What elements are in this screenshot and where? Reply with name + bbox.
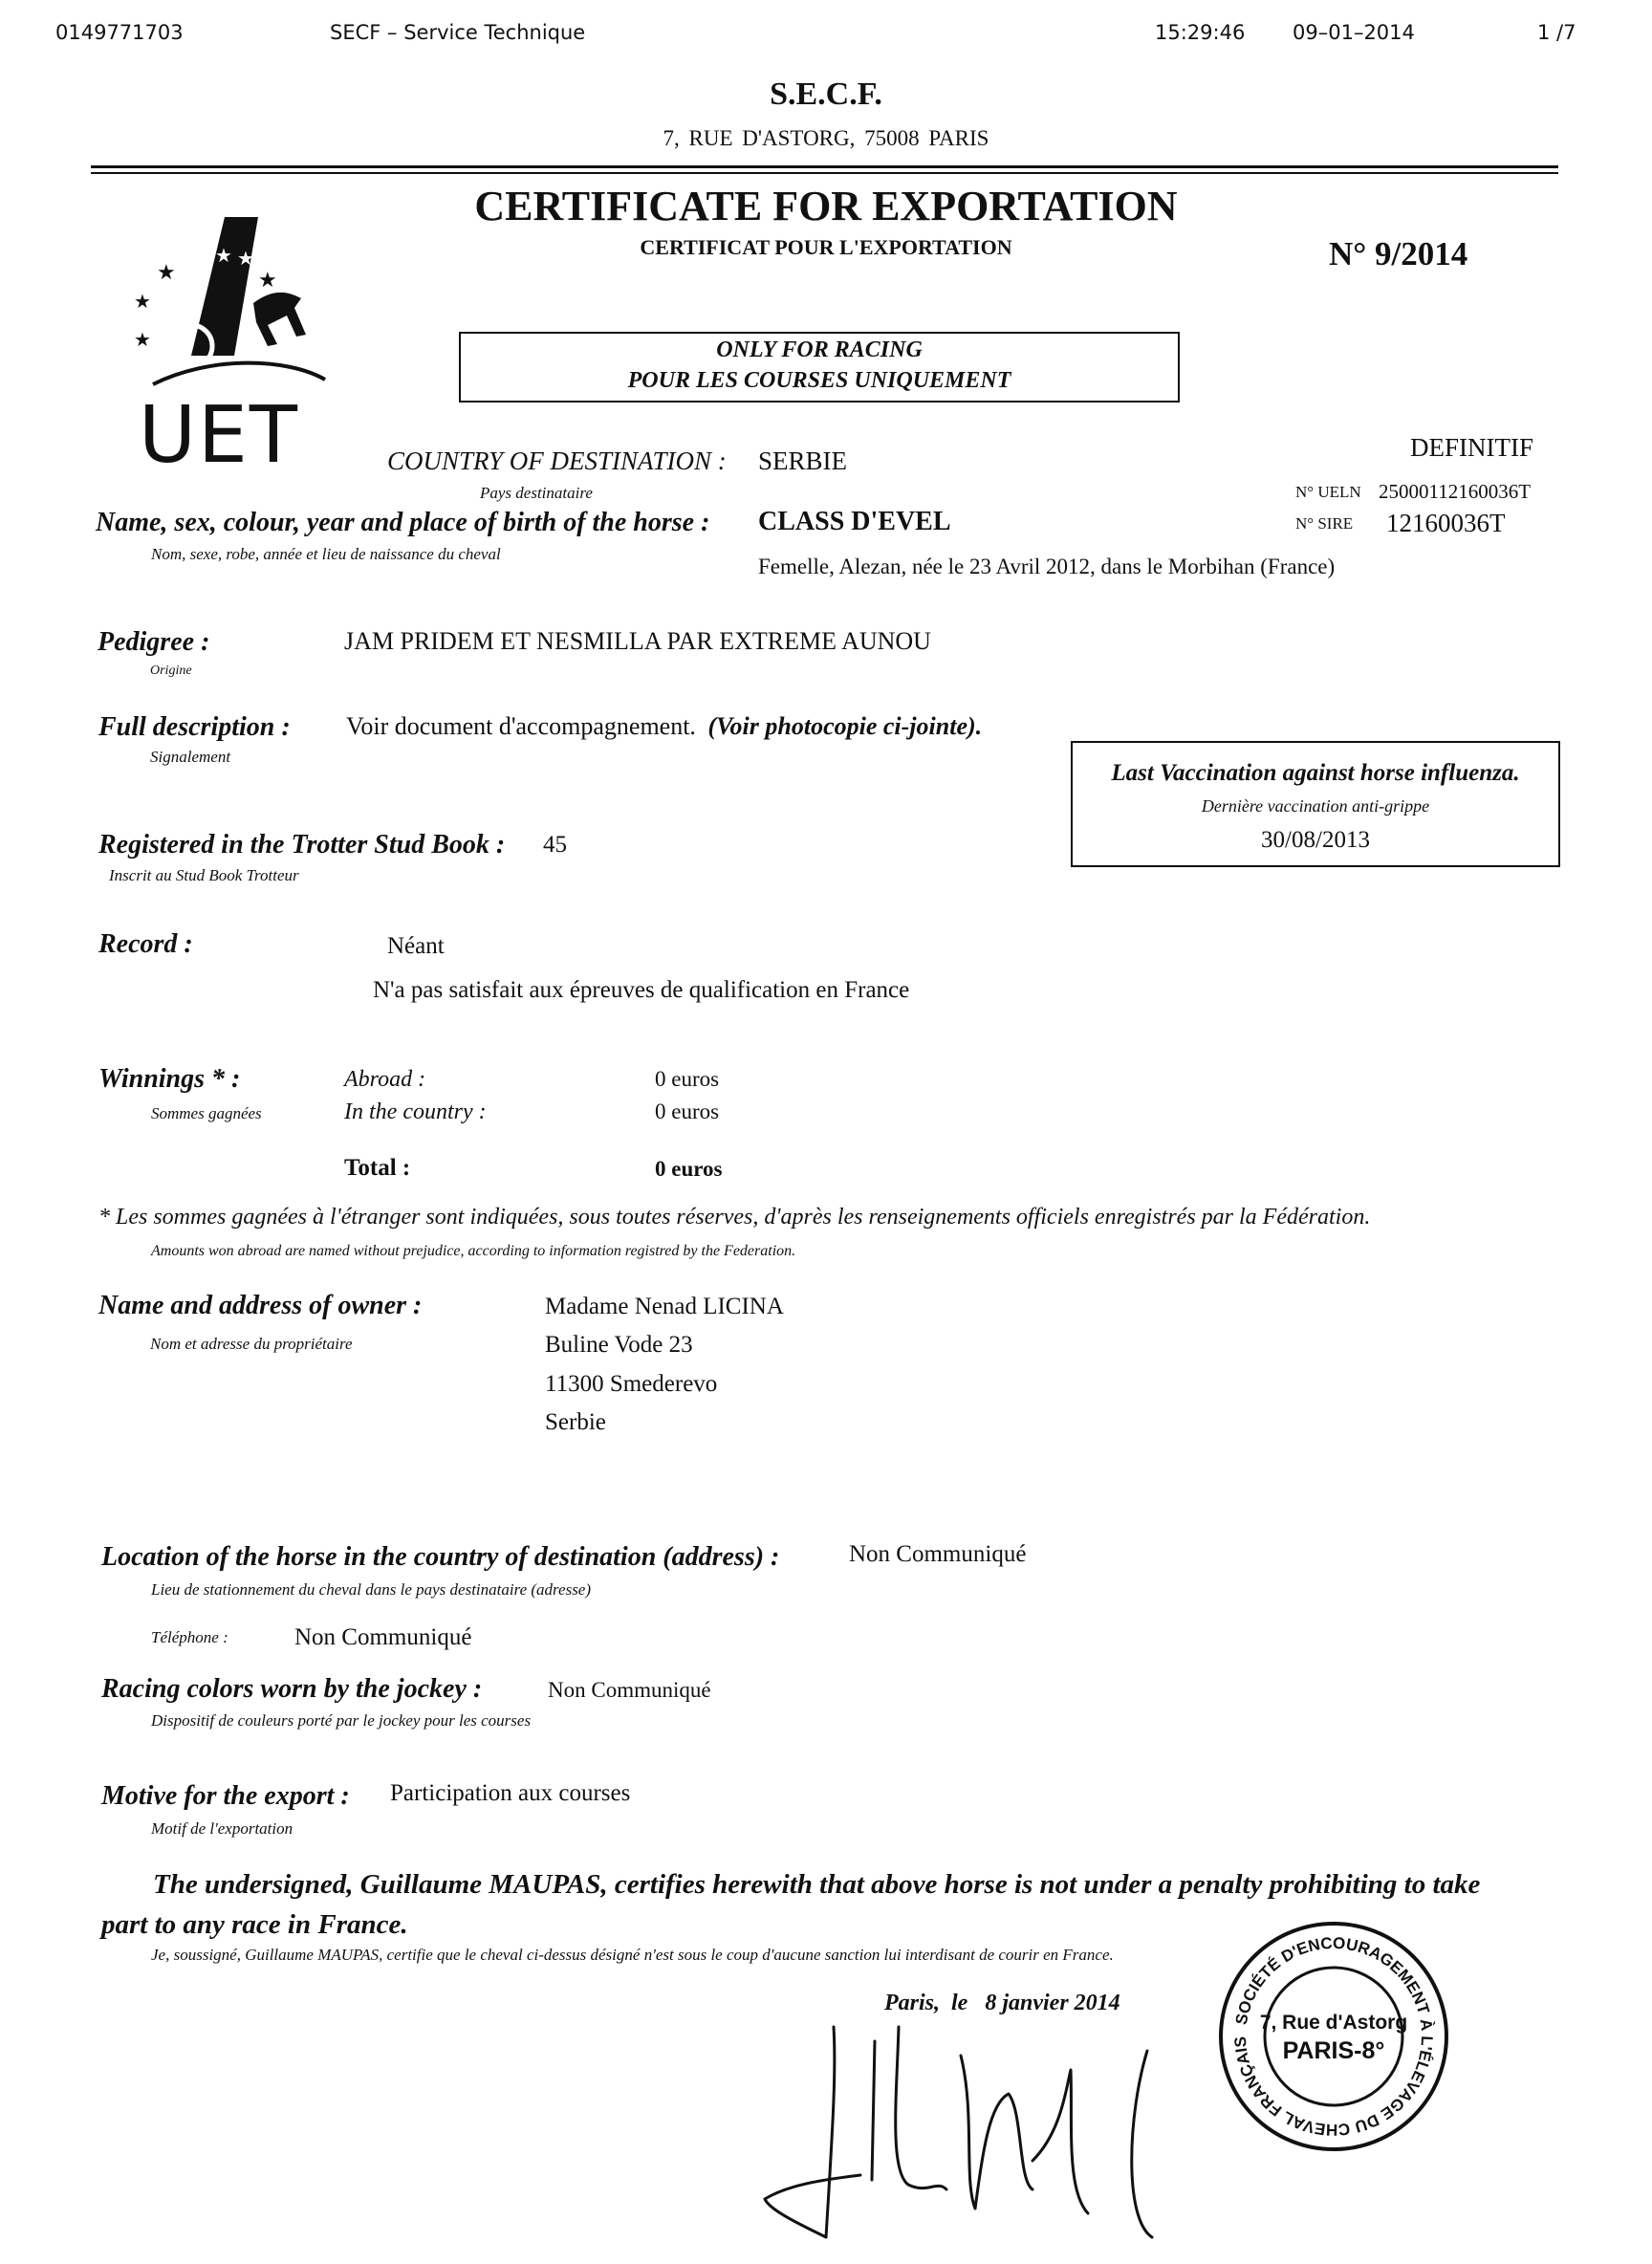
ueln-label: N° UELN <box>1295 483 1361 501</box>
owner-line: Serbie <box>545 1409 606 1435</box>
motive-label: Motive for the export : <box>101 1781 350 1811</box>
pedigree-label-fr: Origine <box>150 664 192 678</box>
fax-page: 1 /7 <box>1537 21 1576 44</box>
winnings-country-label: In the country : <box>344 1099 487 1124</box>
fax-sender: SECF – Service Technique <box>330 21 586 44</box>
fax-time: 15:29:46 <box>1155 21 1246 44</box>
vaccination-date: 30/08/2013 <box>1261 827 1370 853</box>
colors-label-fr: Dispositif de couleurs porté par le jockey pour les courses <box>151 1711 532 1730</box>
racing-only-line2: POUR LES COURSES UNIQUEMENT <box>627 368 1011 393</box>
winnings-country-value: 0 euros <box>655 1099 720 1123</box>
winnings-abroad-label: Abroad : <box>344 1067 426 1092</box>
description-text: Voir document d'accompagnement. <box>346 712 696 740</box>
location-label: Location of the horse in the country of destination (address) : <box>101 1542 780 1572</box>
colors-value: Non Communiqué <box>548 1678 711 1702</box>
destination-label-fr: Pays destinataire <box>480 484 593 502</box>
location-value: Non Communiqué <box>849 1541 1027 1567</box>
record-note: N'a pas satisfait aux épreuves de qualification en France <box>373 977 910 1003</box>
phone-value: Non Communiqué <box>294 1624 472 1650</box>
description-note: (Voir photocopie ci-jointe). <box>707 712 983 740</box>
owner-line: Madame Nenad LICINA <box>545 1294 784 1319</box>
racing-only-box <box>459 332 1180 403</box>
org-name: S.E.C.F. <box>770 76 882 112</box>
fax-phone: 0149771703 <box>55 21 184 44</box>
certificate-title-fr: CERTIFICAT POUR L'EXPORTATION <box>640 235 1012 259</box>
description-label-fr: Signalement <box>150 748 231 766</box>
horse-label-fr: Nom, sexe, robe, année et lieu de naissance du cheval <box>151 545 501 563</box>
winnings-total-label: Total : <box>344 1155 411 1181</box>
vaccination-box <box>1071 741 1560 867</box>
winnings-footnote-en: Amounts won abroad are named without prejudice, according to information registred by the Federation. <box>151 1243 796 1259</box>
signature-place-date: Paris, le 8 janvier 2014 <box>884 1991 1120 2015</box>
vaccination-label: Last Vaccination against horse influenza. <box>1111 760 1520 786</box>
certification-line1: The undersigned, Guillaume MAUPAS, certifies herewith that above horse is not under a penalty prohibiting to take <box>153 1869 1481 1900</box>
certification-fr: Je, soussigné, Guillaume MAUPAS, certifie que le cheval ci-dessus désigné n'est sous le coup d'aucune sanction lui interdisant de courir en France. <box>151 1946 1114 1964</box>
sire-label: N° SIRE <box>1295 514 1354 533</box>
studbook-label-fr: Inscrit au Stud Book Trotteur <box>109 866 299 884</box>
svg-text:★: ★ <box>258 268 277 292</box>
phone-label: Téléphone : <box>151 1628 228 1646</box>
pedigree-value: JAM PRIDEM ET NESMILLA PAR EXTREME AUNOU <box>344 627 931 655</box>
svg-text:★: ★ <box>157 260 176 284</box>
owner-label: Name and address of owner : <box>98 1291 423 1320</box>
destination-value: SERBIE <box>758 446 848 475</box>
handwritten-signature <box>746 1998 1262 2256</box>
certification-line2: part to any race in France. <box>101 1909 408 1940</box>
description-label: Full description : <box>98 712 291 742</box>
destination-label: COUNTRY OF DESTINATION : <box>387 446 727 475</box>
vaccination-label-fr: Dernière vaccination anti-grippe <box>1201 796 1430 816</box>
owner-line: 11300 Smederevo <box>545 1371 718 1397</box>
record-value: Néant <box>387 933 445 959</box>
stamp-line2: PARIS-8° <box>1282 2037 1385 2064</box>
horse-name: CLASS D'EVEL <box>758 507 951 536</box>
certificate-status: DEFINITIF <box>1410 433 1533 462</box>
svg-text:★: ★ <box>237 249 254 270</box>
org-address: 7, RUE D'ASTORG, 75008 PARIS <box>663 126 989 150</box>
studbook-label: Registered in the Trotter Stud Book : <box>98 830 506 860</box>
owner-line: Buline Vode 23 <box>545 1332 693 1358</box>
header-rule-top <box>91 165 1558 168</box>
studbook-value: 45 <box>543 832 567 858</box>
ueln-value: 25000112160036T <box>1379 480 1532 503</box>
stamp-ring-text: SOCIÉTÉ D'ENCOURAGEMENT À L'ÉLEVAGE DU CHEVAL FRANÇAIS <box>1230 1933 1437 2140</box>
horse-label: Name, sex, colour, year and place of birth of the horse : <box>96 508 710 537</box>
uet-logo-text: UET <box>139 390 299 481</box>
motive-label-fr: Motif de l'exportation <box>151 1819 293 1838</box>
official-stamp <box>1214 1917 1453 2156</box>
svg-text:★: ★ <box>215 246 232 267</box>
winnings-label-fr: Sommes gagnées <box>151 1104 262 1122</box>
svg-text:★: ★ <box>134 292 151 313</box>
stamp-line1: 7, Rue d'Astorg <box>1259 2012 1408 2034</box>
motive-value: Participation aux courses <box>390 1780 631 1806</box>
winnings-abroad-value: 0 euros <box>655 1067 720 1091</box>
certificate-title: CERTIFICATE FOR EXPORTATION <box>474 183 1178 229</box>
racing-only-line1: ONLY FOR RACING <box>716 337 923 362</box>
winnings-total-value: 0 euros <box>655 1157 723 1181</box>
stamp-seal-icon <box>1214 1917 1453 2156</box>
location-label-fr: Lieu de stationnement du cheval dans le pays destinataire (adresse) <box>151 1580 592 1599</box>
record-label: Record : <box>98 929 193 959</box>
description-value <box>346 712 982 741</box>
winnings-label: Winnings * : <box>98 1064 241 1094</box>
certificate-number: N° 9/2014 <box>1329 235 1468 272</box>
sire-value: 12160036T <box>1386 509 1506 537</box>
pedigree-label: Pedigree : <box>98 627 210 657</box>
winnings-footnote: * Les sommes gagnées à l'étranger sont indiquées, sous toutes réserves, d'après les renseignements officiels enregistrés par la Fédération. <box>98 1205 1371 1230</box>
colors-label: Racing colors worn by the jockey : <box>101 1674 483 1704</box>
svg-text:★: ★ <box>134 330 151 351</box>
header-rule-bottom <box>91 172 1558 174</box>
owner-label-fr: Nom et adresse du propriétaire <box>150 1335 353 1353</box>
fax-date: 09–01–2014 <box>1293 21 1415 44</box>
horse-details: Femelle, Alezan, née le 23 Avril 2012, dans le Morbihan (France) <box>758 555 1336 578</box>
